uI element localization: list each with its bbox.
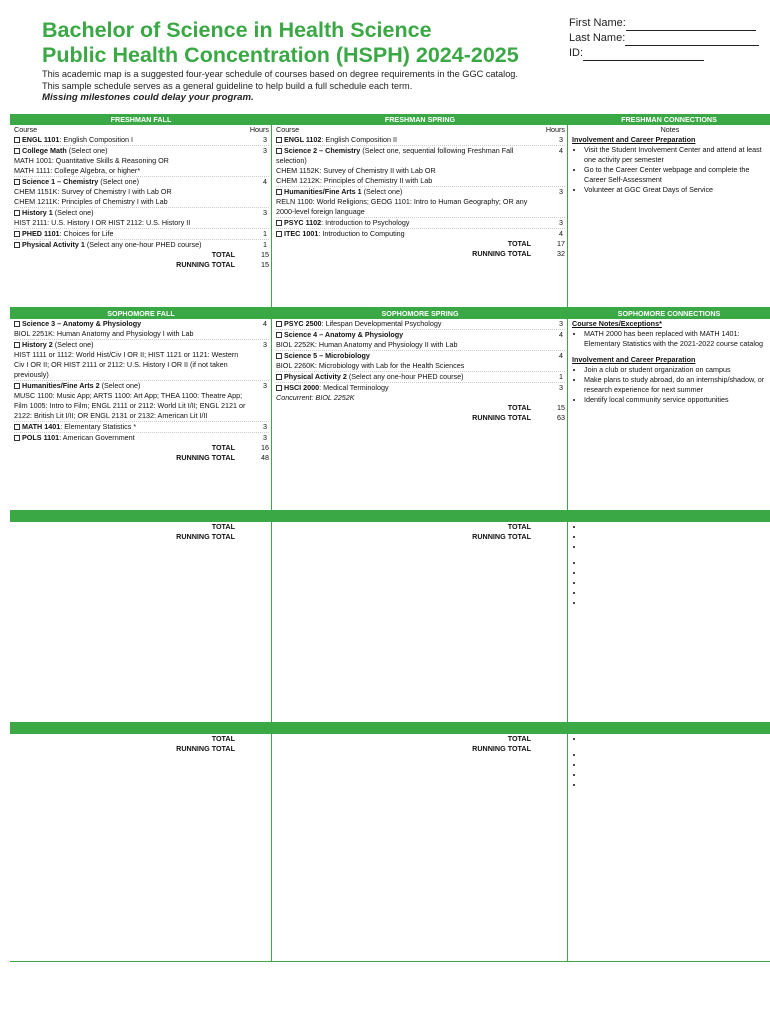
course-checkbox[interactable] (14, 321, 20, 327)
course-code: Humanities/Fine Arts 2 (22, 381, 100, 390)
course-code: ENGL 1102 (284, 135, 322, 144)
course-checkbox[interactable] (276, 321, 282, 327)
course-hours: 3 (559, 319, 563, 328)
freshman-spring-total: 17 (557, 239, 565, 248)
note-item (584, 542, 768, 552)
course-hours: 3 (559, 218, 563, 227)
course-checkbox[interactable] (14, 231, 20, 237)
course-detail: HIST 1111 or 1112: World Hist/Civ I OR II; HIST 1121 or 1121: Western Civ I OR II; OR HIST 2111 or 2112: U.S. History I OR II (if not taken previously) (14, 350, 239, 379)
id-line (583, 50, 704, 61)
course-title: : Medical Terminology (319, 383, 389, 392)
senior-spring-total (531, 734, 565, 744)
note-item (584, 760, 768, 770)
notes-label: Notes (660, 125, 680, 134)
course-label: Course (276, 125, 300, 134)
note-item (584, 532, 768, 542)
freshman-spring-cell: Course Hours ENGL 1102: English Composition II 3 Science 2 – Chemistry (Select one, sequential following Freshman Fall selection) CHEM 1152K: Survey of Chemistry II with Lab OR CHEM 1212K: Principles of Chemistry II with Lab 4 Humanities/Fine Arts 1 (Select one) RELN 1100: World Religions; GEOG 1101: Intro to Human Geography; OR any 2000-level foreign language 3 PSYC 1102: Introduction to Psychology 3 ITEC 1001: Introduction to Computing 4 TOTAL 17 RUNNING TOTAL 32 (272, 125, 568, 307)
senior-course-notes-list (572, 734, 768, 744)
course-entry (276, 217, 565, 228)
course-code: History 1 (22, 208, 53, 217)
course-code: Science 2 – Chemistry (284, 146, 361, 155)
course-hours: 3 (559, 135, 563, 144)
note-item: • Volunteer at GGC Great Days of Service (584, 185, 768, 195)
junior-course-notes-list (572, 522, 768, 552)
course-code: ENGL 1101 (22, 135, 60, 144)
sophomore-fall-total: 16 (261, 443, 269, 452)
course-code: POLS 1101 (22, 433, 60, 442)
intro-line-1: This academic map is a suggested four-year schedule of courses based on degree requirements in the GGC catalog. (42, 69, 518, 79)
course-code: College Math (22, 146, 67, 155)
sophomore-course-notes-list (572, 329, 768, 349)
course-detail: CHEM 1212K: Principles of Chemistry II with Lab (276, 176, 433, 185)
course-entry (14, 239, 269, 250)
course-checkbox[interactable] (276, 137, 282, 143)
course-title: : Elementary Statistics * (60, 422, 137, 431)
course-entry (14, 421, 269, 432)
course-detail: MATH 1111: College Algebra, or higher* (14, 166, 141, 175)
note-item: • MATH 2000 has been replaced with MATH 1401: Elementary Statistics with the 2021-2022 course catalog (584, 329, 768, 349)
sophomore-spring-running-total: 63 (557, 413, 565, 422)
course-entry (14, 339, 269, 380)
senior-fall-running-total (235, 744, 269, 754)
course-code: MATH 1401 (22, 422, 61, 431)
freshman-connections-cell (568, 125, 770, 307)
course-hours: 1 (263, 229, 267, 238)
junior-fall-cell: TOTAL RUNNING TOTAL (10, 522, 272, 722)
course-hours: 3 (263, 381, 267, 390)
course-code: HSCI 2000 (284, 383, 320, 392)
course-checkbox[interactable] (14, 148, 20, 154)
junior-fall-header (10, 511, 272, 522)
course-title: : Choices for Life (59, 229, 114, 238)
course-entry (14, 432, 269, 443)
sophomore-career-list (572, 365, 768, 405)
course-checkbox[interactable] (276, 374, 282, 380)
course-title: (Select one) (66, 146, 108, 155)
course-entry (276, 371, 565, 382)
note-item: • Make plans to study abroad, do an internship/shadow, or research experience for next summer (584, 375, 768, 395)
course-title: : English Composition II (321, 135, 397, 144)
freshman-row (10, 125, 770, 308)
note-item (584, 522, 768, 532)
academic-map (10, 114, 770, 962)
course-code: Science 1 – Chemistry (22, 177, 99, 186)
course-code: History 2 (22, 340, 53, 349)
course-code: PSYC 2500 (284, 319, 322, 328)
course-checkbox[interactable] (14, 210, 20, 216)
course-title: (Select any one-hour PHED course) (346, 372, 464, 381)
course-checkbox[interactable] (14, 242, 20, 248)
course-hours: 1 (263, 240, 267, 249)
course-hours: 3 (263, 422, 267, 431)
course-detail: CHEM 1152K: Survey of Chemistry II with Lab OR (276, 166, 436, 175)
sophomore-career-heading: Involvement and Career Preparation (572, 355, 696, 364)
page-title (42, 18, 519, 68)
sophomore-course-notes-heading: Course Notes/Exceptions* (572, 319, 662, 328)
course-title: (Select one) (52, 340, 94, 349)
course-hours: 1 (559, 372, 563, 381)
course-checkbox[interactable] (14, 179, 20, 185)
course-detail: BIOL 2260K: Microbiology with Lab for the Health Sciences (276, 361, 465, 370)
course-checkbox[interactable] (14, 424, 20, 430)
course-checkbox[interactable] (14, 342, 20, 348)
hours-label: Hours (249, 125, 269, 134)
junior-row (10, 522, 770, 723)
course-title: (Select one) (361, 187, 403, 196)
junior-connections-header (568, 511, 770, 522)
first-name-field[interactable]: First Name: (569, 16, 759, 31)
course-code: Physical Activity 2 (284, 372, 347, 381)
course-entry (276, 186, 565, 217)
senior-row (10, 734, 770, 962)
course-entry (276, 329, 565, 350)
course-hours: 3 (263, 433, 267, 442)
senior-header-row (10, 723, 770, 734)
freshman-notes-heading: Involvement and Career Preparation (572, 135, 696, 144)
junior-spring-running-total (531, 532, 565, 542)
sophomore-fall-header: SOPHOMORE FALL (10, 308, 272, 319)
freshman-fall-cell: Course Hours ENGL 1101: English Composition I 3 College Math (Select one) MATH 1001: Quantitative Skills & Reasoning OR MATH 1111: College Algebra, or higher* 3 Science 1 – Chemistry (Select one) CHEM 1151K: Survey of Chemistry I with Lab OR CHEM 1211K: Principles of Chemistry I with Lab 4 History 1 (Select one) HIST 2111: U.S. History I OR HIST 2112: U.S. History II 3 PHED 1101: Choices for Life 1 Physical Activity 1 (Select any one-hour PHED course) 1 TOTAL 15 RUNNING TOTAL 15 (10, 125, 272, 307)
course-title: : Introduction to Computing (318, 229, 405, 238)
last-name-field[interactable]: Last Name: (569, 31, 759, 46)
course-detail: RELN 1100: World Religions; GEOG 1101: Intro to Human Geography; OR any 2000-level foreign language (276, 197, 528, 216)
junior-spring-cell: TOTAL RUNNING TOTAL (272, 522, 568, 722)
course-hours: 3 (263, 135, 267, 144)
title-line-2: Public Health Concentration (HSPH) 2024-2025 (42, 43, 519, 67)
freshman-fall-header: FRESHMAN FALL (10, 114, 272, 125)
course-title: : English Composition I (59, 135, 133, 144)
freshman-connections-header: FRESHMAN CONNECTIONS (568, 114, 770, 125)
junior-header-row (10, 511, 770, 522)
senior-career-list (572, 750, 768, 790)
course-title: (Select one) (98, 177, 140, 186)
junior-fall-running-total (235, 532, 269, 542)
course-detail: BIOL 2252K: Human Anatomy and Physiology II with Lab (276, 340, 458, 349)
intro-line-2: This sample schedule serves as a general guideline to help build a full schedule each term. (42, 80, 413, 91)
course-hours: 4 (559, 330, 563, 339)
course-checkbox[interactable] (276, 189, 282, 195)
course-title: : Introduction to Psychology (321, 218, 410, 227)
sophomore-spring-cell: PSYC 2500: Lifespan Developmental Psychology 3 Science 4 – Anatomy & Physiology BIOL 2252K: Human Anatomy and Physiology II with Lab 4 Science 5 – Microbiology BIOL 2260K: Microbiology with Lab for the Health Sciences 4 Physical Activity 2 (Select any one-hour PHED course) 1 HSCI 2000: Medical Terminology Concurrent: BIOL 2252K 3 TOTAL 15 RUNNING TOTAL 63 (272, 319, 568, 510)
id-field[interactable]: ID: (569, 46, 759, 61)
course-entry (14, 380, 269, 421)
course-title: : American Government (59, 433, 135, 442)
course-hours: 3 (263, 146, 267, 155)
senior-connections-header (568, 723, 770, 734)
course-code: Science 3 – Anatomy & Physiology (22, 319, 142, 328)
freshman-header-row (10, 114, 770, 125)
course-hours: 4 (559, 351, 563, 360)
course-entry (14, 176, 269, 207)
course-hours: 4 (263, 177, 267, 186)
course-detail: HIST 2111: U.S. History I OR HIST 2112: U.S. History II (14, 218, 191, 227)
senior-spring-running-total (531, 744, 565, 754)
senior-spring-header (272, 723, 568, 734)
course-checkbox[interactable] (276, 332, 282, 338)
sophomore-fall-running-total: 48 (261, 453, 269, 462)
note-item (584, 558, 768, 568)
note-item: • Visit the Student Involvement Center and attend at least one activity per semester (584, 145, 768, 165)
course-checkbox[interactable] (276, 220, 282, 226)
course-detail: MATH 1001: Quantitative Skills & Reasoning OR (14, 156, 169, 165)
course-title: (Select one) (99, 381, 141, 390)
course-code: ITEC 1001 (284, 229, 319, 238)
note-item: • Go to the Career Center webpage and complete the Career Self-Assessment (584, 165, 768, 185)
note-item (584, 568, 768, 578)
course-entry (14, 319, 269, 339)
note-item (584, 588, 768, 598)
note-item (584, 780, 768, 790)
course-label: Course (14, 125, 38, 134)
freshman-notes-list (572, 145, 768, 195)
senior-fall-total (235, 734, 269, 744)
junior-career-list (572, 558, 768, 608)
note-item: • Join a club or student organization on campus (584, 365, 768, 375)
freshman-spring-courses (276, 135, 565, 239)
course-entry (276, 135, 565, 145)
course-checkbox[interactable] (14, 383, 20, 389)
junior-spring-total (531, 522, 565, 532)
course-entry (276, 350, 565, 371)
note-item (584, 770, 768, 780)
course-code: PSYC 1102 (284, 218, 322, 227)
title-line-1: Bachelor of Science in Health Science (42, 18, 432, 42)
note-item: • Identify local community service opportunities (584, 395, 768, 405)
course-detail: MUSC 1100: Music App; ARTS 1100: Art App; THEA 1100: Theatre App; Film 1005: Intro to Film; ENGL 2111 or 2112: World Lit I/II; ENGL 2121 or 2122: British Lit I/II; OR ENGL 2131 or 2132: American Lit I/II (14, 391, 246, 420)
freshman-fall-courses (14, 135, 269, 250)
note-item (584, 598, 768, 608)
course-hours: 3 (263, 208, 267, 217)
course-detail: BIOL 2251K: Human Anatomy and Physiology I with Lab (14, 329, 194, 338)
freshman-fall-running-total: 15 (261, 260, 269, 269)
freshman-spring-header: FRESHMAN SPRING (272, 114, 568, 125)
freshman-fall-total: 15 (261, 250, 269, 259)
course-checkbox[interactable] (276, 231, 282, 237)
course-entry (14, 135, 269, 145)
course-entry (276, 228, 565, 239)
sophomore-fall-cell: Science 3 – Anatomy & Physiology BIOL 2251K: Human Anatomy and Physiology I with Lab 4 History 2 (Select one) HIST 1111 or 1112: World Hist/Civ I OR II; HIST 1121 or 1121: Western Civ I OR II; OR HIST 2111 or 2112: U.S. History I OR II (if not taken previously) 3 Humanities/Fine Arts 2 (Select one) MUSC 1100: Music App; ARTS 1100: Art App; THEA 1100: Theatre App; Film 1005: Intro to Film; ENGL 2111 or 2112: World Lit I/II; ENGL 2121 or 2122: British Lit I/II; OR ENGL 2131 or 2132: American Lit I/II 3 MATH 1401: Elementary Statistics * 3 POLS 1101: American Government 3 TOTAL 16 RUNNING TOTAL 48 (10, 319, 272, 510)
sophomore-spring-total: 15 (557, 403, 565, 412)
senior-fall-cell: TOTAL RUNNING TOTAL (10, 734, 272, 961)
course-checkbox[interactable] (14, 137, 20, 143)
first-name-line (626, 20, 756, 31)
course-checkbox[interactable] (14, 435, 20, 441)
course-code: Humanities/Fine Arts 1 (284, 187, 362, 196)
note-item (584, 750, 768, 760)
junior-spring-header (272, 511, 568, 522)
course-entry (276, 319, 565, 329)
course-checkbox[interactable] (276, 148, 282, 154)
intro-text (42, 69, 518, 104)
sophomore-connections-header: SOPHOMORE CONNECTIONS (568, 308, 770, 319)
junior-fall-total (235, 522, 269, 532)
sophomore-row (10, 319, 770, 511)
course-checkbox[interactable] (276, 353, 282, 359)
sophomore-spring-courses (276, 319, 565, 403)
course-title: (Select one) (52, 208, 94, 217)
course-code: Physical Activity 1 (22, 240, 85, 249)
note-item (584, 734, 768, 744)
intro-warning: Missing milestones could delay your program. (42, 92, 254, 103)
course-entry (14, 207, 269, 228)
course-hours: 3 (559, 187, 563, 196)
course-title: : Lifespan Developmental Psychology (321, 319, 442, 328)
course-code: Science 5 – Microbiology (284, 351, 370, 360)
course-hours: 4 (559, 229, 563, 238)
sophomore-header-row (10, 308, 770, 319)
course-code: Science 4 – Anatomy & Physiology (284, 330, 404, 339)
course-entry (14, 228, 269, 239)
course-entry (14, 145, 269, 176)
course-hours: 4 (263, 319, 267, 328)
senior-fall-header (10, 723, 272, 734)
course-entry (276, 382, 565, 403)
last-name-line (625, 35, 759, 46)
course-checkbox[interactable] (276, 385, 282, 391)
senior-connections-cell (568, 734, 770, 961)
freshman-spring-running-total: 32 (557, 249, 565, 258)
course-detail: CHEM 1151K: Survey of Chemistry I with Lab OR (14, 187, 172, 196)
course-code: PHED 1101 (22, 229, 60, 238)
course-title: (Select one, sequential following Freshman Fall selection) (276, 146, 514, 165)
senior-spring-cell: TOTAL RUNNING TOTAL (272, 734, 568, 961)
junior-connections-cell (568, 522, 770, 722)
course-hours: 3 (263, 340, 267, 349)
sophomore-spring-header: SOPHOMORE SPRING (272, 308, 568, 319)
course-entry (276, 145, 565, 186)
sophomore-connections-cell (568, 319, 770, 510)
hours-label: Hours (545, 125, 565, 134)
course-detail: Concurrent: BIOL 2252K (276, 393, 355, 402)
course-title: (Select any one-hour PHED course) (84, 240, 202, 249)
course-hours: 4 (559, 146, 563, 155)
course-detail: CHEM 1211K: Principles of Chemistry I with Lab (14, 197, 168, 206)
note-item (584, 578, 768, 588)
sophomore-fall-courses (14, 319, 269, 443)
course-hours: 3 (559, 383, 563, 392)
student-id-fields (569, 16, 759, 61)
